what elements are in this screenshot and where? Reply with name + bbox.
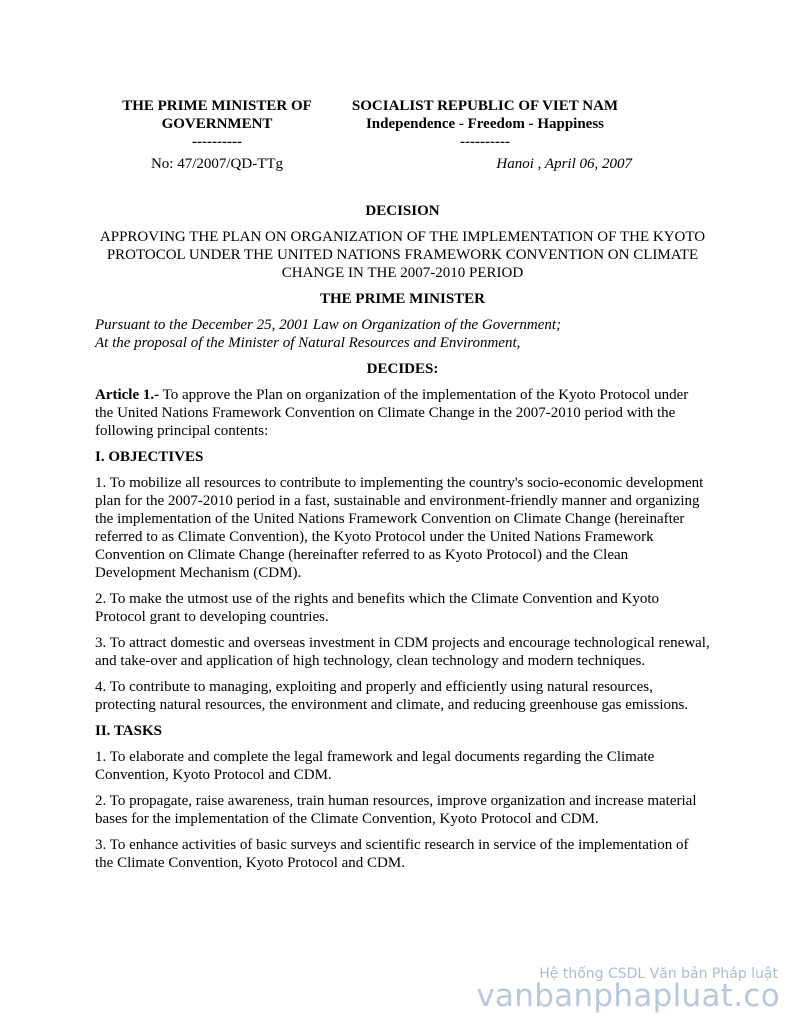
objective-item: 4. To contribute to managing, exploiting and properly and efficiently using natural resources, protecting natural resources, the environment and climate, and reducing greenhouse gas emissions. xyxy=(95,679,689,713)
motto-divider: ---------- xyxy=(460,134,510,150)
country-name: SOCIALIST REPUBLIC OF VIET NAM xyxy=(351,98,619,114)
issuing-authority xyxy=(106,97,328,151)
task-item: 3. To enhance activities of basic surveys and scientific research in service of the implementation of the Climate Convention, Kyoto Protocol and CDM. xyxy=(95,837,689,871)
article-1-text: To approve the Plan on organization of the implementation of the Kyoto Protocol under the United Nations Framework Convention on Climate Change in the 2007-2010 period with the following principal contents: xyxy=(95,387,689,439)
document-body xyxy=(95,202,710,880)
document-date: Hanoi , April 06, 2007 xyxy=(496,156,632,172)
document-number: No: 47/2007/QD-TTg xyxy=(150,156,284,172)
pursuant-clauses xyxy=(95,316,710,352)
authority-divider: ---------- xyxy=(192,134,242,150)
task-item: 2. To propagate, raise awareness, train human resources, improve organization and increase material bases for the implementation of the Climate Convention, Kyoto Protocol and CDM. xyxy=(95,793,697,827)
pursuant-clause-1: Pursuant to the December 25, 2001 Law on Organization of the Government; xyxy=(95,317,562,333)
task-item: 1. To elaborate and complete the legal framework and legal documents regarding the Climate Convention, Kyoto Protocol and CDM. xyxy=(95,749,655,783)
decision-title: DECISION xyxy=(365,203,440,219)
national-motto xyxy=(330,97,640,151)
authority-line-2: GOVERNMENT xyxy=(161,116,273,132)
decides-heading: DECIDES: xyxy=(366,361,439,377)
tasks-heading: II. TASKS xyxy=(95,723,162,739)
issuer-heading: THE PRIME MINISTER xyxy=(319,291,486,307)
objective-item: 2. To make the utmost use of the rights and benefits which the Climate Convention and Kyoto Protocol grant to developing countries. xyxy=(95,591,659,625)
objective-item: 3. To attract domestic and overseas investment in CDM projects and encourage technological renewal, and take-over and application of high technology, clean technology and modern techniques. xyxy=(95,635,710,669)
watermark-site: vanbanphapluat.co xyxy=(476,978,780,1014)
watermark-caption: Hệ thống CSDL Văn bản Pháp luật xyxy=(539,966,778,982)
article-1-label: Article 1.- xyxy=(95,387,160,403)
objective-item: 1. To mobilize all resources to contribute to implementing the country's socio-economic development plan for the 2007-2010 period in a fast, sustainable and environment-friendly manner and organizing the implementation of the United Nations Framework Convention on Climate Change (hereinafter referred to as Climate Convention), the Kyoto Protocol under the United Nations Framework Convention on Climate Change (hereinafter referred to as Kyoto Protocol) and the Clean Development Mechanism (CDM). xyxy=(95,475,704,581)
authority-line-1: THE PRIME MINISTER OF xyxy=(122,98,312,114)
pursuant-clause-2: At the proposal of the Minister of Natural Resources and Environment, xyxy=(95,335,521,351)
objectives-heading: I. OBJECTIVES xyxy=(95,449,204,465)
motto-line: Independence - Freedom - Happiness xyxy=(365,116,605,132)
decision-subtitle: APPROVING THE PLAN ON ORGANIZATION OF THE IMPLEMENTATION OF THE KYOTO PROTOCOL UNDER THE UNITED NATIONS FRAMEWORK CONVENTION ON CLIMATE CHANGE IN THE 2007-2010 PERIOD xyxy=(99,229,706,281)
article-1 xyxy=(95,386,710,440)
